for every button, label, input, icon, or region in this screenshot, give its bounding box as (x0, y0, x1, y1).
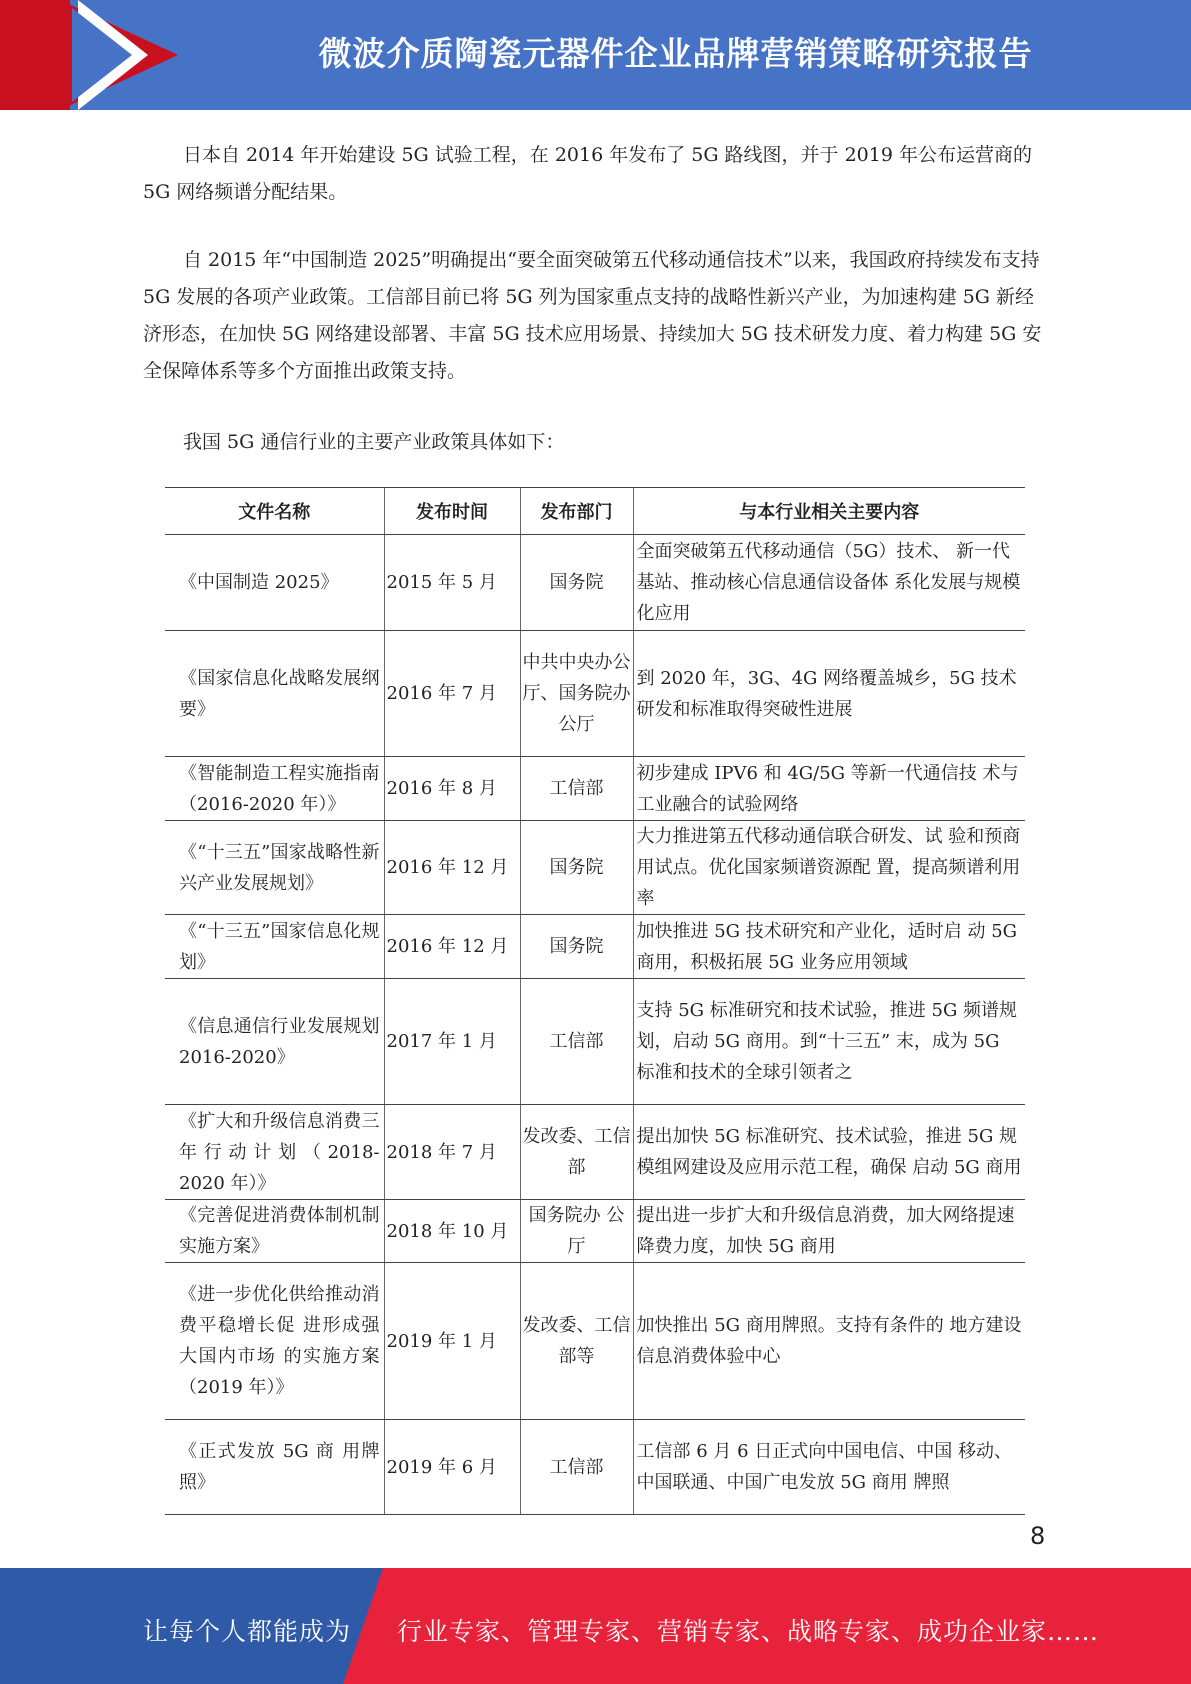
table-row (165, 821, 1025, 915)
table-header-row (165, 488, 1025, 535)
cell-content: 工信部 6 月 6 日正式向中国电信、中国 移动、中国联通、中国广电发放 5G 商用 牌照 (633, 1420, 1025, 1515)
cell-name: 《信息通信行业发展规划 2016-2020》 (165, 979, 384, 1105)
cell-content: 大力推进第五代移动通信联合研发、试 验和预商用试点。优化国家频谱资源配 置，提高频谱利用率 (633, 821, 1025, 915)
column-header-content: 与本行业相关主要内容 (633, 488, 1025, 535)
cell-date: 2019 年 6 月 (384, 1420, 520, 1515)
cell-dept: 中共中央办公厅、国务院办 公厅 (520, 631, 633, 757)
paragraph-policy (143, 242, 1048, 390)
cell-name: 《“十三五”国家信息化规划》 (165, 915, 384, 979)
cell-dept: 工信部 (520, 757, 633, 821)
cell-content: 加快推出 5G 商用牌照。支持有条件的 地方建设信息消费体验中心 (633, 1263, 1025, 1420)
cell-content: 支持 5G 标准研究和技术试验，推进 5G 频谱规划，启动 5G 商用。到“十三五” 末，成为 5G 标准和技术的全球引领者之 (633, 979, 1025, 1105)
cell-name: 《进一步优化供给推动消费平稳增长促 进形成强大国内市场 的实施方案（2019 年）》 (165, 1263, 384, 1420)
cell-name: 《正式发放 5G 商 用牌照》 (165, 1420, 384, 1515)
cell-date: 2016 年 12 月 (384, 821, 520, 915)
table-row (165, 1105, 1025, 1200)
footer-slogan-left: 让每个人都能成为 (143, 1617, 352, 1646)
column-header-dept: 发布部门 (520, 488, 633, 535)
paragraph-table-intro (143, 424, 1048, 461)
cell-name: 《智能制造工程实施指南（2016-2020 年）》 (165, 757, 384, 821)
table-row (165, 915, 1025, 979)
cell-date: 2017 年 1 月 (384, 979, 520, 1105)
cell-date: 2015 年 5 月 (384, 535, 520, 631)
cell-name: 《“十三五”国家战略性新兴产业发展规划》 (165, 821, 384, 915)
cell-content: 提出进一步扩大和升级信息消费，加大网络提速降费力度，加快 5G 商用 (633, 1200, 1025, 1263)
table-row (165, 979, 1025, 1105)
cell-date: 2016 年 12 月 (384, 915, 520, 979)
table-row (165, 1420, 1025, 1515)
page-header (0, 0, 1191, 110)
cell-name: 《扩大和升级信息消费三年行动计划（2018-2020 年）》 (165, 1105, 384, 1200)
footer-slogan-right: 行业专家、管理专家、营销专家、战略专家、成功企业家…… (397, 1617, 1100, 1646)
cell-dept: 国务院办 公厅 (520, 1200, 633, 1263)
cell-dept: 工信部 (520, 1420, 633, 1515)
cell-content: 提出加快 5G 标准研究、技术试验，推进 5G 规模组网建设及应用示范工程，确保 启动 5G 商用 (633, 1105, 1025, 1200)
cell-dept: 工信部 (520, 979, 633, 1105)
policy-table (165, 487, 1025, 1515)
cell-dept: 国务院 (520, 535, 633, 631)
cell-content: 全面突破第五代移动通信（5G）技术、 新一代基站、推动核心信息通信设备体 系化发展与规模化应用 (633, 535, 1025, 631)
cell-name: 《国家信息化战略发展纲要》 (165, 631, 384, 757)
paragraph-text: 我国 5G 通信行业的主要产业政策具体如下： (183, 431, 565, 453)
cell-content: 到 2020 年，3G、4G 网络覆盖城乡，5G 技术研发和标准取得突破性进展 (633, 631, 1025, 757)
cell-date: 2019 年 1 月 (384, 1263, 520, 1420)
table-row (165, 1200, 1025, 1263)
column-header-date: 发布时间 (384, 488, 520, 535)
header-blue-chevron (72, 8, 132, 102)
cell-content: 加快推进 5G 技术研究和产业化，适时启 动 5G 商用，积极拓展 5G 业务应用领域 (633, 915, 1025, 979)
cell-dept: 发改委、工信部 (520, 1105, 633, 1200)
cell-dept: 发改委、工信部等 (520, 1263, 633, 1420)
cell-dept: 国务院 (520, 821, 633, 915)
cell-date: 2018 年 10 月 (384, 1200, 520, 1263)
cell-dept: 国务院 (520, 915, 633, 979)
cell-date: 2018 年 7 月 (384, 1105, 520, 1200)
cell-name: 《完善促进消费体制机制实施方案》 (165, 1200, 384, 1263)
column-header-name: 文件名称 (165, 488, 384, 535)
table-row (165, 1263, 1025, 1420)
cell-date: 2016 年 8 月 (384, 757, 520, 821)
paragraph-text: 自 2015 年“中国制造 2025”明确提出“要全面突破第五代移动通信技术”以来，我国政府持续发布支持 5G 发展的各项产业政策。工信部目前已将 5G 列为国家重点支持的战略性新兴产业，为加速构建 5G 新经济形态，在加快 5G 网络建设部署、丰富 5G 技术应用场景、持续加大 5G 技术研发力度、着力构建 5G 安全保障体系等多个方面推出政策支持。 (143, 249, 1042, 382)
cell-date: 2016 年 7 月 (384, 631, 520, 757)
table-row (165, 631, 1025, 757)
report-title: 微波介质陶瓷元器件企业品牌营销策略研究报告 (318, 34, 1033, 73)
table-row (165, 535, 1025, 631)
paragraph-japan (143, 137, 1048, 211)
cell-content: 初步建成 IPV6 和 4G/5G 等新一代通信技 术与工业融合的试验网络 (633, 757, 1025, 821)
table-row (165, 757, 1025, 821)
cell-name: 《中国制造 2025》 (165, 535, 384, 631)
paragraph-text: 日本自 2014 年开始建设 5G 试验工程，在 2016 年发布了 5G 路线图，并于 2019 年公布运营商的 5G 网络频谱分配结果。 (143, 144, 1032, 203)
page-number: 8 (1030, 1522, 1046, 1550)
